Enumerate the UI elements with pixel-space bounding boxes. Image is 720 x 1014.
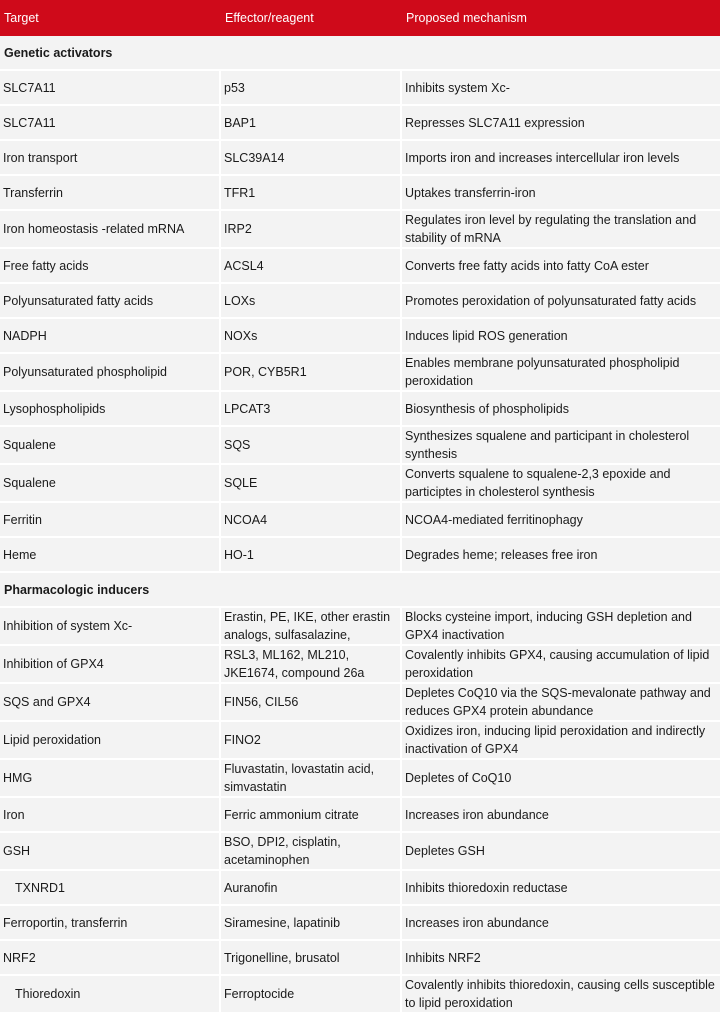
cell-effector: Erastin, PE, IKE, other erastin analogs, sulfasalazine, bbox=[221, 608, 402, 646]
cell-target: Transferrin bbox=[0, 176, 221, 211]
section-title: Pharmacologic inducers bbox=[0, 573, 720, 608]
cell-effector: Ferroptocide bbox=[221, 976, 402, 1014]
cell-target: SQS and GPX4 bbox=[0, 684, 221, 722]
table-row bbox=[0, 538, 720, 573]
table-row bbox=[0, 684, 720, 722]
header-mechanism: Proposed mechanism bbox=[402, 0, 720, 36]
cell-target: GSH bbox=[0, 833, 221, 871]
cell-mechanism: NCOA4-mediated ferritinophagy bbox=[402, 503, 720, 538]
table-row bbox=[0, 141, 720, 176]
table-row bbox=[0, 465, 720, 503]
cell-mechanism: Increases iron abundance bbox=[402, 906, 720, 941]
cell-effector: SLC39A14 bbox=[221, 141, 402, 176]
cell-mechanism: Represses SLC7A11 expression bbox=[402, 106, 720, 141]
cell-mechanism: Increases iron abundance bbox=[402, 798, 720, 833]
table-row bbox=[0, 722, 720, 760]
section-header-row bbox=[0, 36, 720, 71]
cell-effector: Fluvastatin, lovastatin acid, simvastatin bbox=[221, 760, 402, 798]
table-row bbox=[0, 503, 720, 538]
cell-target: Lysophospholipids bbox=[0, 392, 221, 427]
table-row bbox=[0, 871, 720, 906]
cell-effector: RSL3, ML162, ML210, JKE1674, compound 26a bbox=[221, 646, 402, 684]
cell-effector: LPCAT3 bbox=[221, 392, 402, 427]
cell-target: Ferroportin, transferrin bbox=[0, 906, 221, 941]
cell-effector: ACSL4 bbox=[221, 249, 402, 284]
cell-target: TXNRD1 bbox=[0, 871, 221, 906]
cell-effector: TFR1 bbox=[221, 176, 402, 211]
cell-target: Heme bbox=[0, 538, 221, 573]
cell-effector: BSO, DPI2, cisplatin, acetaminophen bbox=[221, 833, 402, 871]
cell-mechanism: Inhibits thioredoxin reductase bbox=[402, 871, 720, 906]
table-row bbox=[0, 319, 720, 354]
section-title: Genetic activators bbox=[0, 36, 720, 71]
cell-mechanism: Oxidizes iron, inducing lipid peroxidation and indirectly inactivation of GPX4 bbox=[402, 722, 720, 760]
cell-effector: LOXs bbox=[221, 284, 402, 319]
cell-effector: HO-1 bbox=[221, 538, 402, 573]
table-row bbox=[0, 941, 720, 976]
cell-target: Polyunsaturated phospholipid bbox=[0, 354, 221, 392]
cell-mechanism: Induces lipid ROS generation bbox=[402, 319, 720, 354]
cell-effector: Auranofin bbox=[221, 871, 402, 906]
cell-mechanism: Blocks cysteine import, inducing GSH depletion and GPX4 inactivation bbox=[402, 608, 720, 646]
cell-target: Inhibition of system Xc- bbox=[0, 608, 221, 646]
table-row bbox=[0, 646, 720, 684]
cell-target: HMG bbox=[0, 760, 221, 798]
cell-mechanism: Uptakes transferrin-iron bbox=[402, 176, 720, 211]
cell-target: Polyunsaturated fatty acids bbox=[0, 284, 221, 319]
cell-mechanism: Promotes peroxidation of polyunsaturated fatty acids bbox=[402, 284, 720, 319]
cell-target: SLC7A11 bbox=[0, 106, 221, 141]
table-row bbox=[0, 249, 720, 284]
cell-mechanism: Degrades heme; releases free iron bbox=[402, 538, 720, 573]
cell-mechanism: Inhibits system Xc- bbox=[402, 71, 720, 106]
cell-target: Iron transport bbox=[0, 141, 221, 176]
cell-effector: SQLE bbox=[221, 465, 402, 503]
table-row bbox=[0, 608, 720, 646]
cell-target: NRF2 bbox=[0, 941, 221, 976]
cell-target: SLC7A11 bbox=[0, 71, 221, 106]
cell-effector: FIN56, CIL56 bbox=[221, 684, 402, 722]
cell-mechanism: Depletes CoQ10 via the SQS-mevalonate pathway and reduces GPX4 protein abundance bbox=[402, 684, 720, 722]
cell-target: Lipid peroxidation bbox=[0, 722, 221, 760]
cell-target: Free fatty acids bbox=[0, 249, 221, 284]
cell-effector: Trigonelline, brusatol bbox=[221, 941, 402, 976]
cell-effector: FINO2 bbox=[221, 722, 402, 760]
table-header bbox=[0, 0, 720, 36]
table-row bbox=[0, 71, 720, 106]
cell-target: Ferritin bbox=[0, 503, 221, 538]
cell-mechanism: Covalently inhibits thioredoxin, causing cells susceptible to lipid peroxidation bbox=[402, 976, 720, 1014]
table-row bbox=[0, 906, 720, 941]
cell-effector: NOXs bbox=[221, 319, 402, 354]
cell-effector: SQS bbox=[221, 427, 402, 465]
cell-effector: POR, CYB5R1 bbox=[221, 354, 402, 392]
table-row bbox=[0, 392, 720, 427]
cell-mechanism: Converts free fatty acids into fatty CoA ester bbox=[402, 249, 720, 284]
section-header-row bbox=[0, 573, 720, 608]
cell-mechanism: Depletes of CoQ10 bbox=[402, 760, 720, 798]
cell-effector: NCOA4 bbox=[221, 503, 402, 538]
table-body bbox=[0, 36, 720, 1014]
cell-target: Inhibition of GPX4 bbox=[0, 646, 221, 684]
cell-mechanism: Inhibits NRF2 bbox=[402, 941, 720, 976]
table-row bbox=[0, 798, 720, 833]
cell-mechanism: Covalently inhibits GPX4, causing accumulation of lipid peroxidation bbox=[402, 646, 720, 684]
cell-mechanism: Enables membrane polyunsaturated phospholipid peroxidation bbox=[402, 354, 720, 392]
cell-mechanism: Regulates iron level by regulating the translation and stability of mRNA bbox=[402, 211, 720, 249]
table-row bbox=[0, 106, 720, 141]
cell-target: Iron bbox=[0, 798, 221, 833]
cell-mechanism: Converts squalene to squalene-2,3 epoxide and participtes in cholesterol synthesis bbox=[402, 465, 720, 503]
table-row bbox=[0, 760, 720, 798]
table-row bbox=[0, 176, 720, 211]
cell-effector: p53 bbox=[221, 71, 402, 106]
cell-target: Thioredoxin bbox=[0, 976, 221, 1014]
cell-mechanism: Depletes GSH bbox=[402, 833, 720, 871]
cell-effector: BAP1 bbox=[221, 106, 402, 141]
cell-target: Squalene bbox=[0, 427, 221, 465]
cell-target: NADPH bbox=[0, 319, 221, 354]
cell-target: Iron homeostasis -related mRNA bbox=[0, 211, 221, 249]
table-row bbox=[0, 284, 720, 319]
cell-mechanism: Biosynthesis of phospholipids bbox=[402, 392, 720, 427]
table-row bbox=[0, 833, 720, 871]
cell-target: Squalene bbox=[0, 465, 221, 503]
header-effector: Effector/reagent bbox=[221, 0, 402, 36]
cell-effector: IRP2 bbox=[221, 211, 402, 249]
table-row bbox=[0, 427, 720, 465]
table-row bbox=[0, 976, 720, 1014]
cell-mechanism: Imports iron and increases intercellular iron levels bbox=[402, 141, 720, 176]
table-row bbox=[0, 211, 720, 249]
cell-effector: Siramesine, lapatinib bbox=[221, 906, 402, 941]
cell-mechanism: Synthesizes squalene and participant in cholesterol synthesis bbox=[402, 427, 720, 465]
table-row bbox=[0, 354, 720, 392]
cell-effector: Ferric ammonium citrate bbox=[221, 798, 402, 833]
header-target: Target bbox=[0, 0, 221, 36]
